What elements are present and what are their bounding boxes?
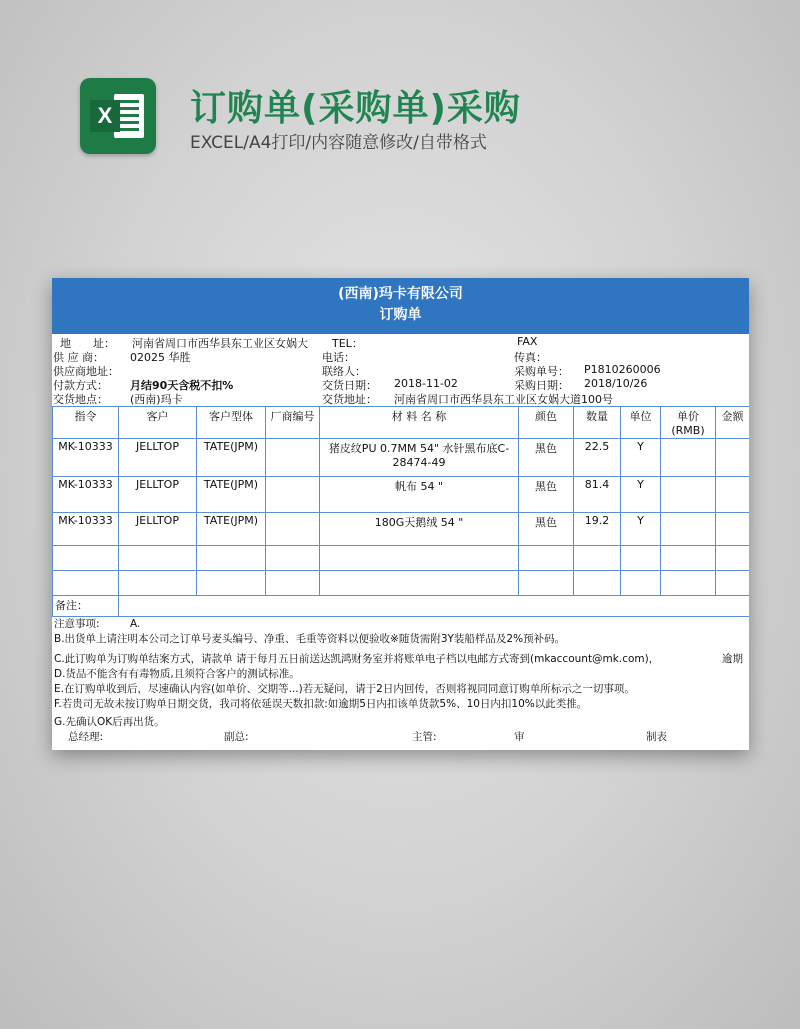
sign-general-manager: 总经理: [68,731,104,743]
address-value: 河南省周口市西华县东工业区女娲大 [132,337,308,350]
notes-title-row [54,617,749,632]
sign-supervisor: 主管: [412,731,437,743]
payment-label: 付款方式： [53,379,108,392]
payment-value: 月结90天含税不扣% [130,379,234,392]
column-header: 材 料 名 称 [320,407,519,439]
column-header: 金额 [716,407,750,439]
cell-model: TATE(JPM) [197,513,266,546]
po-number-label: 采购单号： [514,365,569,378]
cell-unit: Y [621,513,661,546]
cell-order: MK-10333 [53,439,119,477]
cell-model: TATE(JPM) [197,477,266,513]
table-row [53,477,750,513]
note-c-row [54,652,749,667]
company-name: (西南)玛卡有限公司 [338,286,463,302]
cell-color: 黑色 [519,439,574,477]
cell-amount [716,439,750,477]
supplier-label: 供 应 商： [53,351,104,364]
supplier-value: 02025 华胜 [130,351,191,364]
cell-customer: JELLTOP [119,439,197,477]
note-d: D.货品不能含有有毒物质,且须符合客户的测试标准。 [54,668,300,680]
supplier-address-label: 供应商地址： [53,365,119,378]
delivery-place-value: (西南)玛卡 [130,393,183,406]
cell-customer: JELLTOP [119,513,197,546]
column-header: 单价(RMB) [661,407,716,439]
table-row [53,439,750,477]
delivery-date-value: 2018-11-02 [394,377,458,390]
cell-qty: 22.5 [574,439,621,477]
notes-title: 注意事项: [54,618,100,630]
column-header: 颜色 [519,407,574,439]
cell-price [661,439,716,477]
cell-price [661,513,716,546]
note-b: B.出货单上请注明本公司之订单号麦头编号、净重、毛重等资料以便验收※随货需附3Y装船样品及2%预补码。 [54,633,566,645]
excel-logo-icon [80,78,156,154]
note-a: A. [130,618,141,630]
po-date-label: 采购日期： [514,379,569,392]
fax2-label: 传真： [514,351,547,364]
column-header: 客户 [119,407,197,439]
table-row-empty [53,571,750,596]
document-title: 订购单 [379,307,422,323]
note-e: E.在订购单收到后，尽速确认内容(如单价、交期等...)若无疑问，请于2日内回传，否则将视同同意订购单所标示之一切事项。 [54,683,635,695]
sign-review: 审 [514,731,525,743]
cell-customer: JELLTOP [119,477,197,513]
cell-vendor-no [266,439,320,477]
remark-value [119,596,750,617]
table-row [53,513,750,546]
cell-amount [716,513,750,546]
cell-material: 180G天鹅绒 54 " [320,513,519,546]
note-f: F.若贵司无故未按订购单日期交货，我司将依延误天数扣款:如逾期5日内扣该单货款5%、10日内扣10%以此类推。 [54,698,588,710]
table-header-row [53,407,750,439]
note-c: C.此订购单为订购单结案方式，请款单 请于每月五日前送达凯鸿财务室并将账单电子档以电邮方式寄到(mkaccount@mk.com)， [54,653,660,665]
cell-color: 黑色 [519,513,574,546]
remark-label: 备注： [53,596,119,617]
order-header-fields [52,334,749,406]
cell-color: 黑色 [519,477,574,513]
cell-model: TATE(JPM) [197,439,266,477]
cell-order: MK-10333 [53,513,119,546]
cell-amount [716,477,750,513]
cell-qty: 81.4 [574,477,621,513]
fax-label: FAX [517,335,538,348]
cell-unit: Y [621,477,661,513]
cell-price [661,477,716,513]
delivery-address-label: 交货地址： [322,393,377,406]
table-row-empty [53,546,750,571]
cell-material: 帆布 54 " [320,477,519,513]
page-subtitle: EXCEL/A4打印/内容随意修改/自带格式 [190,133,487,153]
phone-label: 电话： [322,351,355,364]
address-label: 地 址： [60,337,115,350]
notes-section [52,617,749,745]
contact-label: 联络人： [322,365,366,378]
column-header: 厂商编号 [266,407,320,439]
column-header: 数量 [574,407,621,439]
note-c-tail: 逾期 [722,653,743,665]
sign-prepared: 制表 [646,731,667,743]
cell-material: 猪皮纹PU 0.7MM 54" 水针黑布底C-28474-49 [320,439,519,477]
tel-label: TEL： [332,337,363,350]
cell-unit: Y [621,439,661,477]
page-title: 订购单(采购单)采购 [190,88,521,129]
delivery-address-value: 河南省周口市西华县东工业区女娲大道100号 [394,393,613,406]
column-header: 指令 [53,407,119,439]
cell-vendor-no [266,513,320,546]
delivery-place-label: 交货地点： [53,393,108,406]
purchase-order-sheet [52,278,749,750]
excel-x-badge: X [90,100,120,132]
items-table [52,406,749,617]
delivery-date-label: 交货日期： [322,379,377,392]
sign-deputy: 副总: [224,731,249,743]
column-header: 客户型体 [197,407,266,439]
sheet-banner [52,278,749,334]
note-g: G.先确认OK后再出货。 [54,716,165,728]
remark-row [53,596,750,617]
column-header: 单位 [621,407,661,439]
signature-row [54,730,749,745]
po-number-value: P1810260006 [584,363,661,376]
po-date-value: 2018/10/26 [584,377,648,390]
cell-order: MK-10333 [53,477,119,513]
cell-qty: 19.2 [574,513,621,546]
cell-vendor-no [266,477,320,513]
